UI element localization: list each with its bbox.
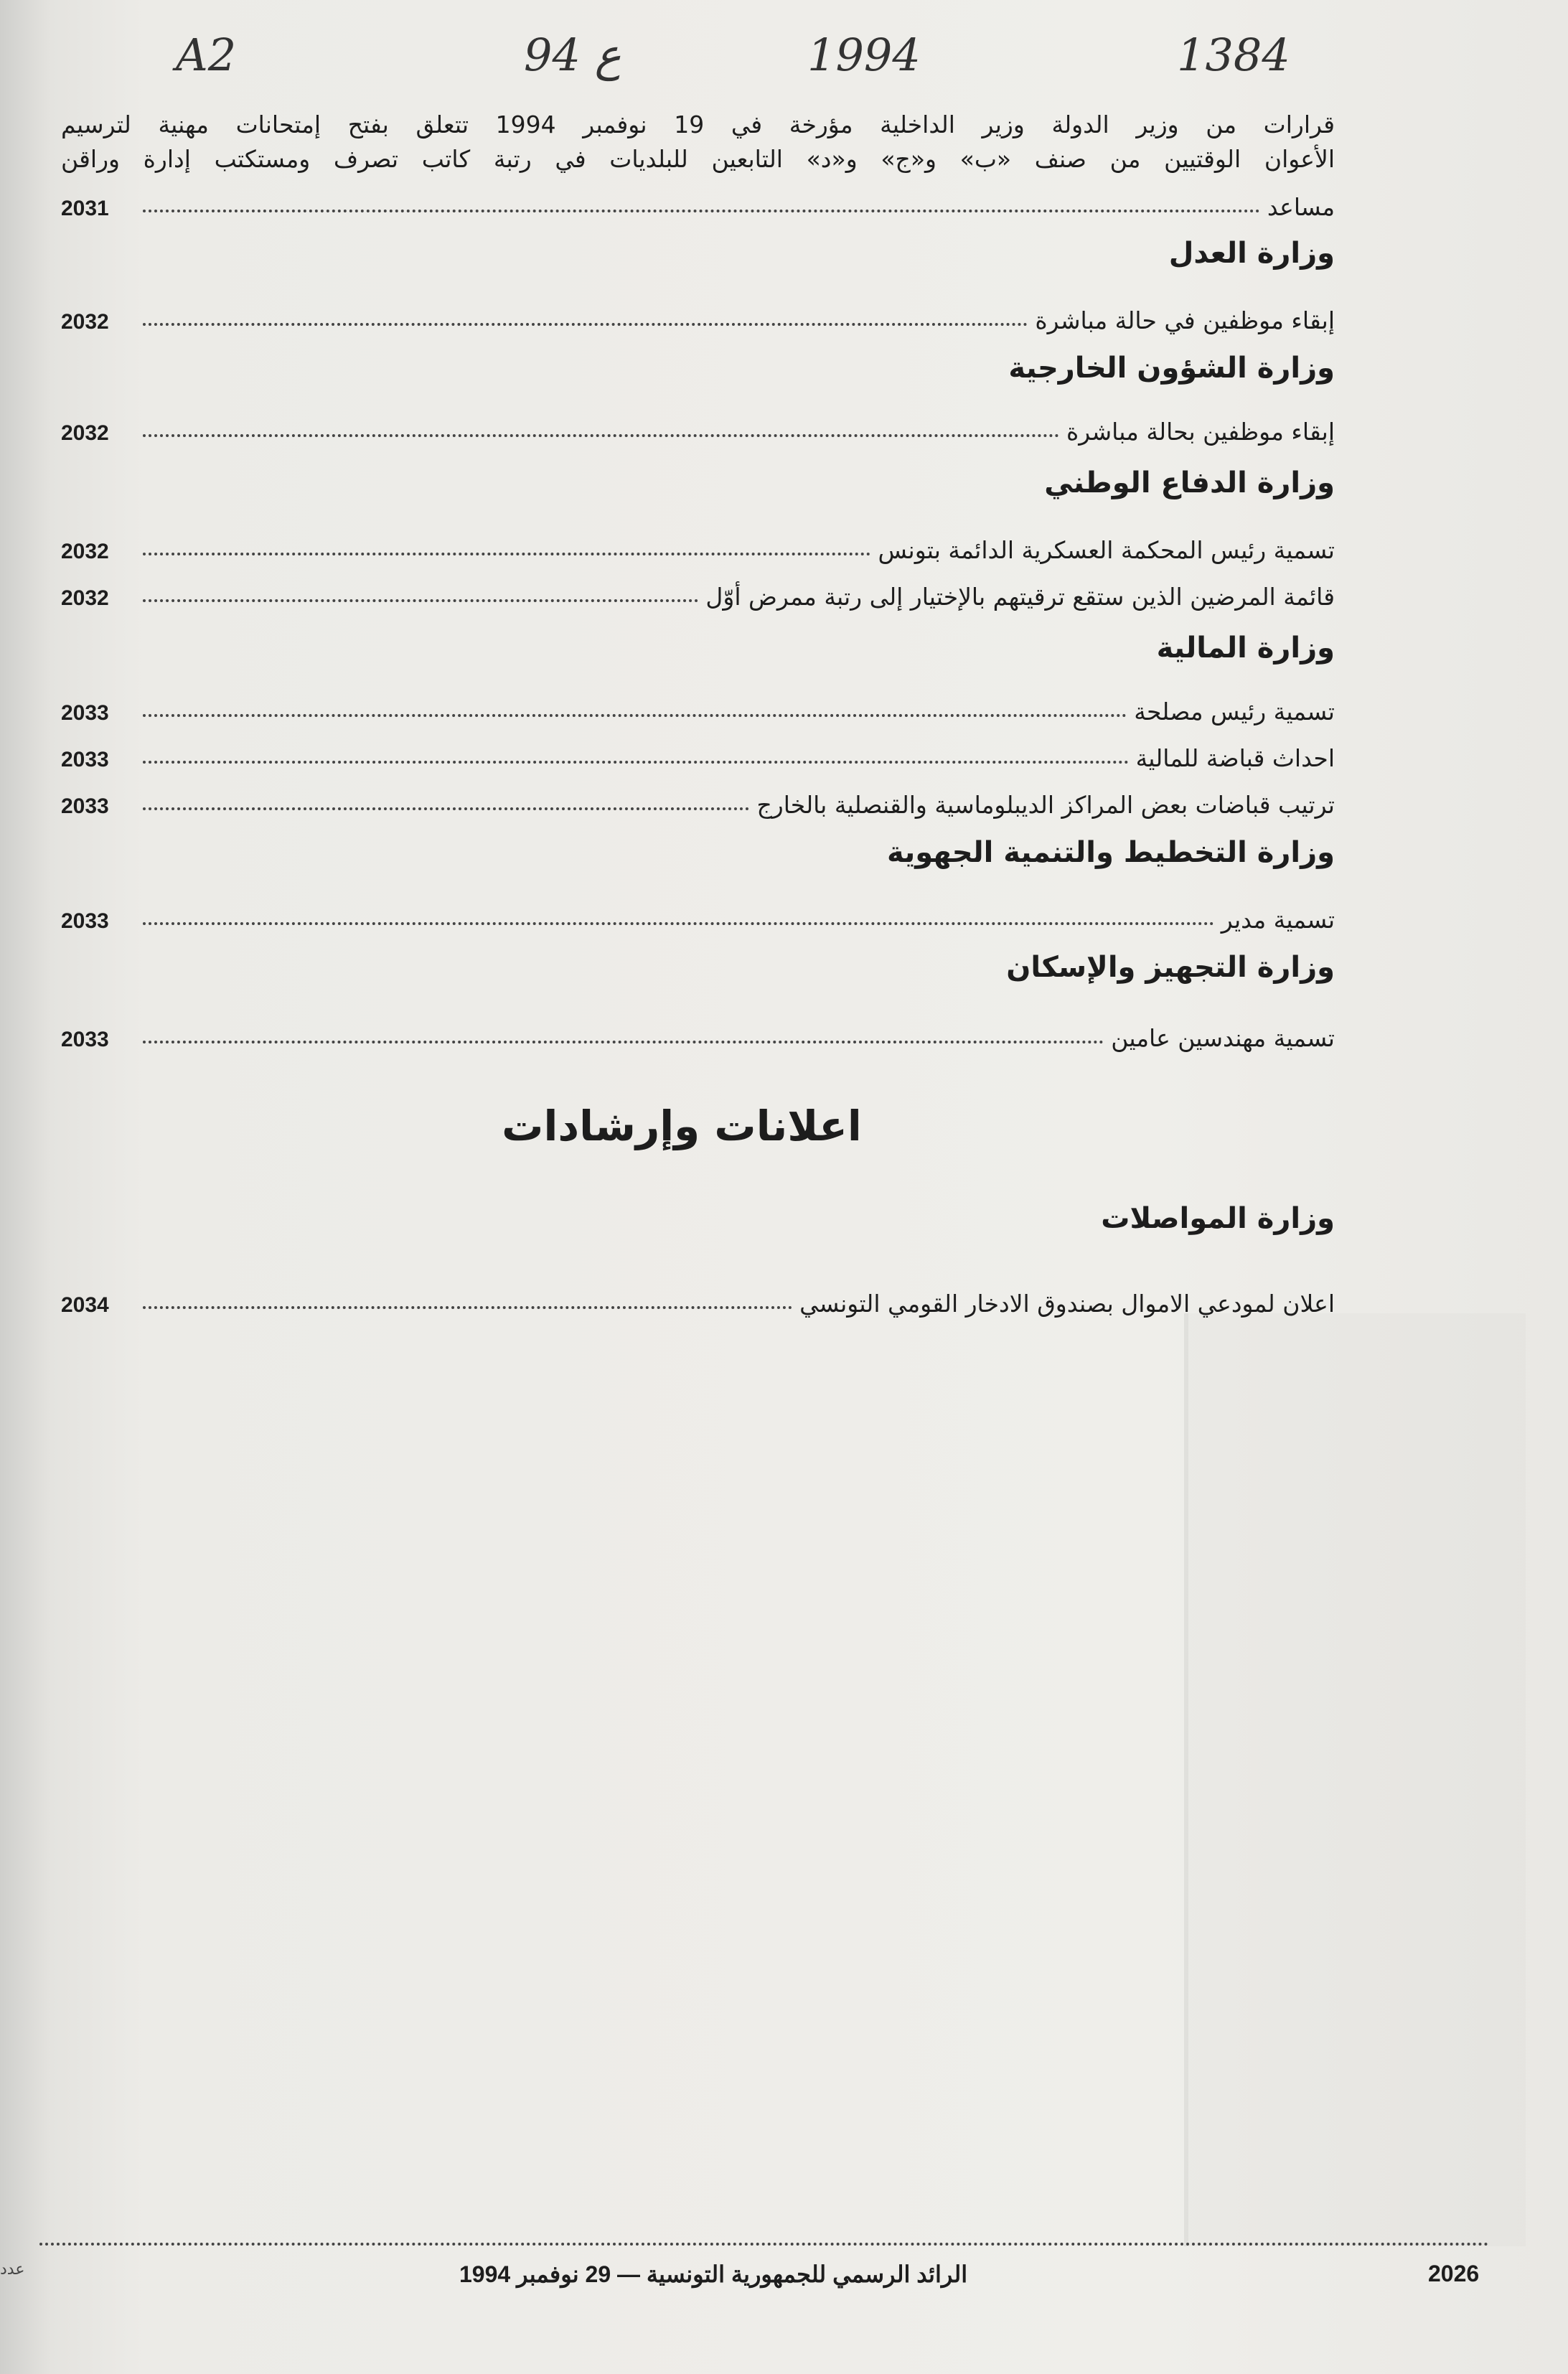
announcements-title: اعلانات وإرشادات xyxy=(502,1102,862,1150)
section-heading-equipment: وزارة التجهيز والإسكان xyxy=(1006,951,1335,984)
toc-page-number: 2033 xyxy=(61,748,109,771)
handwritten-mark-right: 1384 xyxy=(1177,29,1290,81)
toc-entry-text: إبقاء موظفين بحالة مباشرة xyxy=(1066,418,1335,446)
section-heading-justice: وزارة العدل xyxy=(1168,237,1335,270)
toc-page-number: 2033 xyxy=(61,701,109,725)
toc-page-number: 2033 xyxy=(61,909,109,933)
leader-dots xyxy=(143,714,1127,717)
toc-page-number: 2033 xyxy=(61,794,109,818)
section-heading-finance: وزارة المالية xyxy=(1156,632,1335,665)
toc-entry-text: قائمة المرضين الذين ستقع ترقيتهم بالإختيار إلى رتبة ممرض أوّل xyxy=(705,583,1335,611)
toc-page-number: 2033 xyxy=(61,1028,109,1051)
intro-line: قرارات من وزير الدولة وزير الداخلية مؤرخة في 19 نوفمبر 1994 تتعلق بفتح إمتحانات مهنية لترسيم xyxy=(61,111,1335,139)
toc-page-number: 2031 xyxy=(61,197,109,220)
section-heading-defence: وزارة الدفاع الوطني xyxy=(1044,466,1335,499)
bleed-through-shadow xyxy=(1184,1313,1526,2246)
leader-dots xyxy=(143,599,698,602)
section-heading-foreign-affairs: وزارة الشؤون الخارجية xyxy=(1008,352,1335,385)
toc-page-number: 2032 xyxy=(61,421,109,445)
toc-entry xyxy=(61,1012,1335,1052)
toc-entry-text: تسمية رئيس المحكمة العسكرية الدائمة بتونس xyxy=(878,536,1335,564)
toc-entry-text: إبقاء موظفين في حالة مباشرة xyxy=(1035,306,1335,334)
leader-dots xyxy=(143,1041,1104,1043)
toc-entry xyxy=(61,732,1335,772)
toc-entry-text: احداث قباضة للمالية xyxy=(1135,744,1335,772)
toc-entry-text: مساعد xyxy=(1267,193,1335,221)
page-number: 2026 xyxy=(1428,2261,1480,2286)
toc-entry xyxy=(61,571,1335,611)
toc-entry xyxy=(61,181,1335,221)
section-heading-planning: وزارة التخطيط والتنمية الجهوية xyxy=(886,836,1335,869)
journal-footer: الرائد الرسمي للجمهورية التونسية — 29 نوفمبر 1994 xyxy=(459,2261,968,2287)
handwritten-mark-left: A2 xyxy=(176,29,237,81)
toc-page-number: 2032 xyxy=(61,586,109,610)
issue-label: عدد xyxy=(0,2261,25,2279)
section-heading-transport: وزارة المواصلات xyxy=(1101,1202,1335,1235)
toc-entry xyxy=(61,524,1335,564)
leader-dots xyxy=(143,922,1214,925)
leader-dots xyxy=(143,210,1260,212)
leader-dots xyxy=(143,807,749,810)
intro-paragraph xyxy=(61,108,1335,177)
handwritten-year: 1994 xyxy=(807,29,921,81)
toc-entry-text: ترتيب قباضات بعض المراكز الديبلوماسية والقنصلية بالخارج xyxy=(756,791,1335,819)
toc-entry-text: اعلان لمودعي الاموال بصندوق الادخار القومي التونسي xyxy=(799,1290,1335,1318)
toc-page-number: 2034 xyxy=(61,1293,109,1317)
toc-entry xyxy=(61,405,1335,446)
toc-entry-text: تسمية مدير xyxy=(1221,906,1335,934)
intro-line: الأعوان الوقتيين من صنف «ب» و«ج» و«د» التابعين للبلديات في رتبة كاتب تصرف ومستكتب إدارة وراقن xyxy=(61,145,1335,173)
leader-dots xyxy=(143,323,1028,326)
toc-entry xyxy=(61,779,1335,819)
toc-entry xyxy=(61,893,1335,934)
leader-dots xyxy=(143,761,1129,764)
toc-entry xyxy=(61,1277,1335,1318)
toc-page-number: 2032 xyxy=(61,310,109,334)
toc-entry-text: تسمية مهندسين عامين xyxy=(1111,1024,1335,1052)
handwritten-mark-mid-left: 94 ع xyxy=(524,29,621,81)
toc-entry xyxy=(61,294,1335,334)
toc-entry-text: تسمية رئيس مصلحة xyxy=(1134,698,1335,726)
leader-dots xyxy=(143,434,1059,437)
leader-dots xyxy=(143,553,870,555)
footer-divider xyxy=(39,2243,1489,2246)
toc-page-number: 2032 xyxy=(61,540,109,563)
toc-entry xyxy=(61,685,1335,726)
leader-dots xyxy=(143,1306,792,1309)
